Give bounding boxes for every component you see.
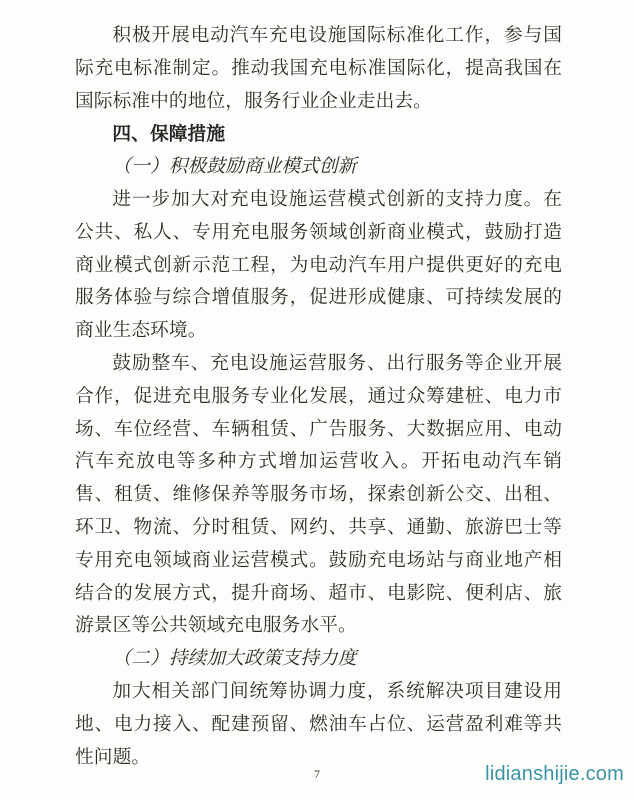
paragraph-cooperation-revenue-models: 鼓励整车、充电设施运营服务、出行服务等企业开展合作，促进充电服务专业化发展，通过众筹建桩、电力市场、车位经营、车辆租赁、广告服务、大数据应用、电动汽车充放电等多种方式增加运营收入。开拓电动汽车销售、租赁、维修保养等服务市场，探索创新公交、出租、环卫、物流、分时租赁、网约、共享、通勤、旅游巴士等专用充电领域商业运营模式。鼓励充电场站与商业地产相结合的发展方式，提升商场、超市、电影院、便利店、旅游景区等公共领域充电服务水平。 <box>75 352 562 637</box>
subsection-heading-business-model-innovation: （一）积极鼓励商业模式创新 <box>112 156 357 178</box>
section-heading-safeguard-measures: 四、保障措施 <box>112 123 226 145</box>
paragraph-international-standards: 积极开展电动汽车充电设施国际标准化工作，参与国际充电标准制定。推动我国充电标准国际化，提高我国在国际标准中的地位，服务行业企业走出去。 <box>75 25 562 112</box>
paragraph-operation-model-support: 进一步加大对充电设施运营模式创新的支持力度。在公共、私人、专用充电服务领域创新商业模式，鼓励打造商业模式创新示范工程，为电动汽车用户提供更好的充电服务体验与综合增值服务，促进形成健康、可持续发展的商业生态环境。 <box>75 188 562 342</box>
watermark-text: lidianshijie.com <box>485 763 624 785</box>
subsection-heading-policy-support: （二）持续加大政策支持力度 <box>112 648 357 670</box>
paragraph-coordination-common-problems: 加大相关部门间统筹协调力度，系统解决项目建设用地、电力接入、配建预留、燃油车占位、运营盈利难等共性问题。 <box>75 680 562 768</box>
page-number: 7 <box>314 767 320 781</box>
document-body <box>75 20 562 774</box>
